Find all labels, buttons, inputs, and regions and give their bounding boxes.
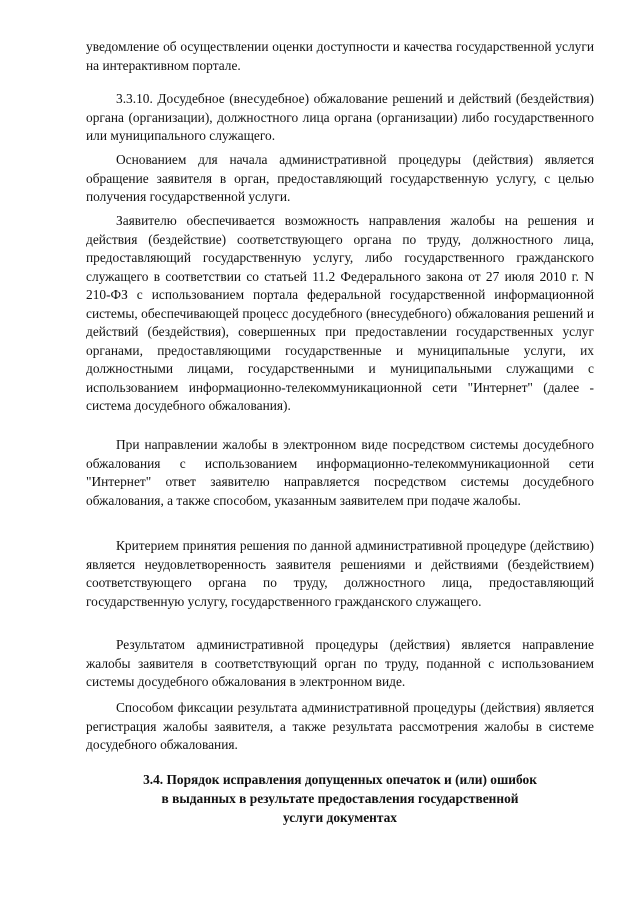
paragraph-electronic-complaint: При направлении жалобы в электронном виде посредством системы досудебного обжалования с использованием информационно-телекоммуникационной сети "Интернет" ответ заявителю направляется посредством системы досудебного обжалования, а также способом, указанным заявителем при подаче жалобы. [86, 437, 594, 508]
paragraph-continuation: уведомление об осуществлении оценки доступности и качества государственной услуги на интерактивном портале. [86, 39, 594, 73]
paragraph-result: Результатом административной процедуры (действия) является направление жалобы заявителя в соответствующий орган по труду, поданной с использованием системы досудебного обжалования в электронном виде. [86, 637, 594, 689]
paragraph-basis: Основанием для начала административной процедуры (действия) является обращение заявителя в орган, предоставляющий государственную услугу, с целью получения государственной услуги. [86, 152, 594, 204]
section-heading-line-2: в выданных в результате предоставления государственной [161, 791, 519, 806]
section-heading-line-3: услуги документах [282, 810, 397, 825]
paragraph-fixation: Способом фиксации результата административной процедуры (действия) является регистрация жалобы заявителя, а также результата рассмотрения жалобы в системе досудебного обжалования. [86, 700, 594, 752]
section-heading-3-4 [86, 770, 594, 827]
paragraph-decision-criterion: Критерием принятия решения по данной административной процедуре (действию) является неудовлетворенность заявителя решениями и действиями (бездействием) соответствующего органа по труду, должностного лица, предоставляющий государственную услугу, государственного гражданского служащего. [86, 538, 594, 609]
paragraph-section-3-3-10: 3.3.10. Досудебное (внесудебное) обжалование решений и действий (бездействия) органа (организации), должностного лица органа (организации) либо государственного или муниципального служащего. [86, 91, 594, 143]
paragraph-complaint-options: Заявителю обеспечивается возможность направления жалобы на решения и действия (бездействие) соответствующего органа по труду, должностного лица, предоставляющий государственную услугу, либо государственного гражданского служащего в соответствии со статьей 11.2 Федерального закона от 27 июля 2010 г. N 210-ФЗ с использованием портала федеральной государственной информационной системы, обеспечивающей процесс досудебного (внесудебного) обжалования решений и действий (бездействия), совершенных при предоставлении государственных услуг органами, предоставляющими государственные и муниципальные услуги, их должностными лицами, государственными и муниципальными служащими с использованием информационно-телекоммуникационной сети "Интернет" (далее - система досудебного обжалования). [86, 213, 594, 413]
section-heading-line-1: 3.4. Порядок исправления допущенных опечаток и (или) ошибок [143, 772, 537, 787]
